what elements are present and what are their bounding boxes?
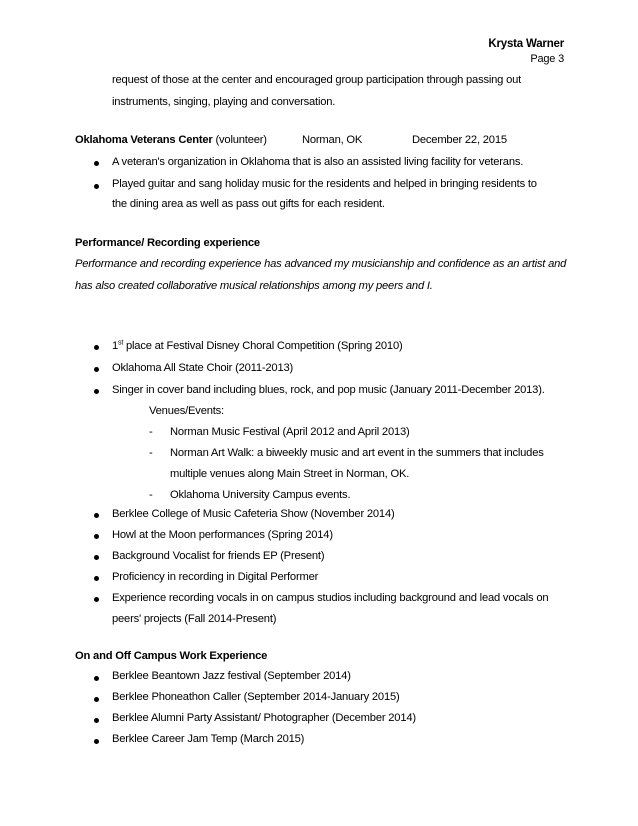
work-item-1: Berklee Beantown Jazz festival (September 2014) — [112, 670, 351, 682]
venues-label: Venues/Events: — [149, 405, 224, 417]
bullet-icon — [94, 739, 99, 744]
bullet-icon — [94, 513, 99, 518]
performance-item-2: Oklahoma All State Choir (2011-2013) — [112, 362, 294, 374]
bullet-icon — [94, 718, 99, 723]
bullet-icon — [94, 597, 99, 602]
place-number: 1 — [112, 340, 119, 352]
bullet-icon — [94, 534, 99, 539]
venue-1: Norman Music Festival (April 2012 and April 2013) — [170, 426, 410, 438]
intro-line-1: request of those at the center and encouraged group participation through passing out — [112, 74, 522, 86]
header-name: Krysta Warner — [488, 38, 564, 50]
bullet-icon — [94, 161, 99, 166]
venue-2-line-2: multiple venues along Main Street in Norman, OK. — [170, 468, 410, 480]
bullet-icon — [94, 184, 99, 189]
performance-item-5: Howl at the Moon performances (Spring 2014) — [112, 529, 333, 541]
performance-desc-line-2: has also created collaborative musical relationships among my peers and I. — [75, 280, 433, 292]
place-ordinal: st — [118, 339, 124, 347]
veterans-org: Oklahoma Veterans Center — [75, 134, 213, 146]
performance-heading: Performance/ Recording experience — [75, 237, 260, 249]
veterans-bullet-1: A veteran's organization in Oklahoma that is also an assisted living facility for veterans. — [112, 156, 524, 168]
work-heading: On and Off Campus Work Experience — [75, 650, 268, 662]
bullet-icon — [94, 555, 99, 560]
veterans-date: December 22, 2015 — [412, 134, 507, 146]
veterans-bullet-2-line-1: Played guitar and sang holiday music for the residents and helped in bringing residents to — [112, 178, 537, 190]
bullet-icon — [94, 389, 99, 394]
venue-dash: - — [149, 447, 153, 459]
work-item-4: Berklee Career Jam Temp (March 2015) — [112, 733, 305, 745]
performance-item-1 — [112, 340, 403, 352]
intro-line-2: instruments, singing, playing and conversation. — [112, 96, 336, 108]
performance-item-8-line-2: peers' projects (Fall 2014-Present) — [112, 613, 277, 625]
bullet-icon — [94, 576, 99, 581]
performance-desc-line-1: Performance and recording experience has advanced my musicianship and confidence as an artist and — [75, 258, 567, 270]
veterans-heading — [75, 134, 267, 146]
performance-item-7: Proficiency in recording in Digital Performer — [112, 571, 319, 583]
bullet-icon — [94, 697, 99, 702]
bullet-icon — [94, 676, 99, 681]
work-item-3: Berklee Alumni Party Assistant/ Photographer (December 2014) — [112, 712, 416, 724]
venue-3: Oklahoma University Campus events. — [170, 489, 351, 501]
header-page-number: Page 3 — [530, 53, 564, 65]
veterans-location: Norman, OK — [302, 134, 363, 146]
veterans-role: (volunteer) — [215, 134, 267, 146]
venue-dash: - — [149, 489, 153, 501]
work-item-2: Berklee Phoneathon Caller (September 2014-January 2015) — [112, 691, 400, 703]
bullet-icon — [94, 345, 99, 350]
venue-dash: - — [149, 426, 153, 438]
venue-2-line-1: Norman Art Walk: a biweekly music and art event in the summers that includes — [170, 447, 544, 459]
performance-item-6: Background Vocalist for friends EP (Present) — [112, 550, 325, 562]
veterans-bullet-2-line-2: the dining area as well as pass out gifts for each resident. — [112, 198, 385, 210]
performance-item-8-line-1: Experience recording vocals in on campus studios including background and lead vocals on — [112, 592, 549, 604]
performance-item-4: Berklee College of Music Cafeteria Show (November 2014) — [112, 508, 395, 520]
performance-item-3: Singer in cover band including blues, rock, and pop music (January 2011-December 2013). — [112, 384, 545, 396]
place-text: place at Festival Disney Choral Competition (Spring 2010) — [123, 340, 403, 352]
bullet-icon — [94, 367, 99, 372]
